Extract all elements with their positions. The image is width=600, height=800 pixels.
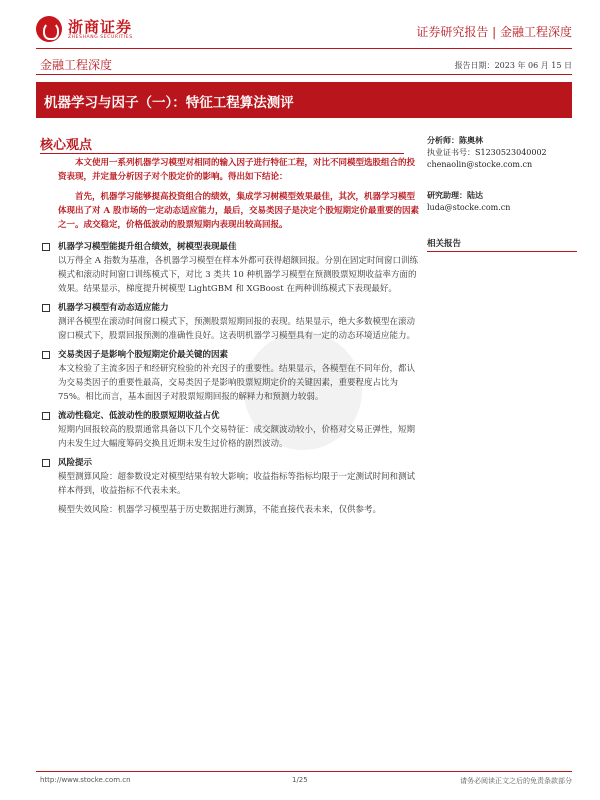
bullet-heading-text: 交易类因子是影响个股短期定价最关键的因素 (58, 350, 229, 360)
bullet-heading-text: 机器学习模型能提升组合绩效，树模型表现最佳 (58, 242, 237, 252)
checkbox-square-icon (42, 351, 50, 359)
intro-paragraph-2: 首先，机器学习能够提高投资组合的绩效，集成学习树模型效果最佳，其次，机器学习模型体现出了对 A 股市场的一定动态适应能力，最后，交易类因子是决定个股短期定价最重要的因素之一。成交稳定，价格低波动的股票短期内表现出较高回报。 (58, 192, 420, 230)
bullet-section (58, 240, 420, 296)
analyst-info (427, 134, 577, 214)
related-reports-title: 相关报告 (427, 239, 462, 249)
bullet-body: 短期内回报较高的股票通常具备以下几个交易特征：成交额波动较小，价格对交易正弹性，短期内未发生过大幅度筹码交换且近期未发生过价格的剧烈波动。 (58, 425, 416, 449)
analyst-line (427, 134, 577, 147)
bullet-section (58, 456, 420, 517)
footer-disclaimer: 请务必阅读正文之后的免责条款部分 (460, 777, 572, 785)
bullet-heading (58, 240, 420, 254)
cert-label: 执业证书号： (427, 148, 475, 157)
bullet-heading-text: 机器学习模型有动态适应能力 (58, 303, 169, 313)
bullet-section (58, 348, 420, 404)
report-date-value: 2023 年 06 月 15 日 (494, 61, 572, 70)
title-banner (36, 82, 572, 118)
main-content (58, 156, 420, 522)
report-type-header: 证券研究报告 | 金融工程深度 (416, 25, 572, 39)
checkbox-square-icon (42, 243, 50, 251)
logo-mark-icon (36, 16, 62, 42)
analyst-label: 分析师： (427, 135, 459, 145)
analyst-name: 陈奥林 (459, 135, 483, 145)
report-date (455, 60, 572, 71)
cert-value: S1230523040002 (475, 148, 547, 157)
assistant-label: 研究助理： (427, 190, 467, 200)
checkbox-square-icon (42, 304, 50, 312)
logo-name: 浙商证券 (68, 18, 133, 36)
assistant-name: 陆达 (467, 190, 483, 200)
bullet-body: 以万得全 A 指数为基准，各机器学习模型在样本外都可获得超额回报。分别在固定时间窗口训练模式和滚动时间窗口训练模式下，对比 3 类共 10 种机器学习模型在预测股票短期收益率方面的效果。结果显示，梯度提升树模型 LightGBM 和 XGBoost 在两种训练模式下表现最好。 (58, 256, 419, 294)
bullet-heading (58, 409, 420, 423)
bullet-heading (58, 348, 420, 362)
bullet-heading (58, 301, 420, 315)
bullet-section (58, 301, 420, 343)
assistant-email[interactable]: luda@stocke.com.cn (427, 203, 511, 212)
bullet-body: 模型测算风险：超参数设定对模型结果有较大影响；收益指标等指标均限于一定测试时间和测试样本得到，收益指标不代表未来。 (58, 472, 416, 496)
checkbox-square-icon (42, 459, 50, 467)
report-category: 金融工程深度 (40, 58, 113, 72)
company-logo (36, 14, 146, 44)
section-title: 核心观点 (40, 138, 93, 153)
bullet-body: 模型失效风险：机器学习模型基于历史数据进行测算，不能直接代表未来，仅供参考。 (58, 505, 382, 515)
bullet-heading-text: 风险提示 (58, 458, 93, 468)
bullet-section (58, 409, 420, 451)
subheader-divider (36, 74, 572, 75)
logo-subtitle: ZHESHANG SECURITIES (68, 35, 133, 40)
checkbox-square-icon (42, 412, 50, 420)
assistant-line (427, 189, 577, 202)
intro-paragraph-1: 本文使用一系列机器学习模型对相同的输入因子进行特征工程，对比不同模型选股组合的投资表现，并定量分析因子对个股定价的影响。得出如下结论： (58, 158, 416, 182)
bullet-body: 本文检验了主流多因子和经研究检验的补充因子的重要性。结果显示，各模型在不同年份，都认为交易类因子的重要性最高，交易类因子是影响股票短期定价的关键因素，重要程度占比为 75%。相比而言，基本面因子对股票短期回报的解释力和预测力较弱。 (58, 364, 416, 402)
bullet-body: 测评各模型在滚动时间窗口模式下，预测股票短期回报的表现。结果显示，绝大多数模型在滚动窗口模式下，股票回报预测的准确性良好。这表明机器学习模型具有一定的动态环境适应能力。 (58, 317, 416, 341)
analyst-email[interactable]: chenaolin@stocke.com.cn (427, 160, 533, 169)
report-title: 机器学习与因子（一）：特征工程算法测评 (44, 95, 294, 111)
bullet-heading-text: 流动性稳定、低波动性的股票短期收益占优 (58, 411, 220, 421)
footer-divider (36, 771, 572, 772)
header-divider (36, 48, 572, 49)
cert-line (427, 147, 577, 159)
page-number: 1/25 (292, 776, 308, 784)
bullet-heading (58, 456, 420, 470)
section-divider (40, 153, 404, 154)
footer-url[interactable]: http://www.stocke.com.cn (40, 776, 131, 784)
report-date-label: 报告日期： (454, 61, 495, 70)
related-divider (427, 251, 577, 252)
